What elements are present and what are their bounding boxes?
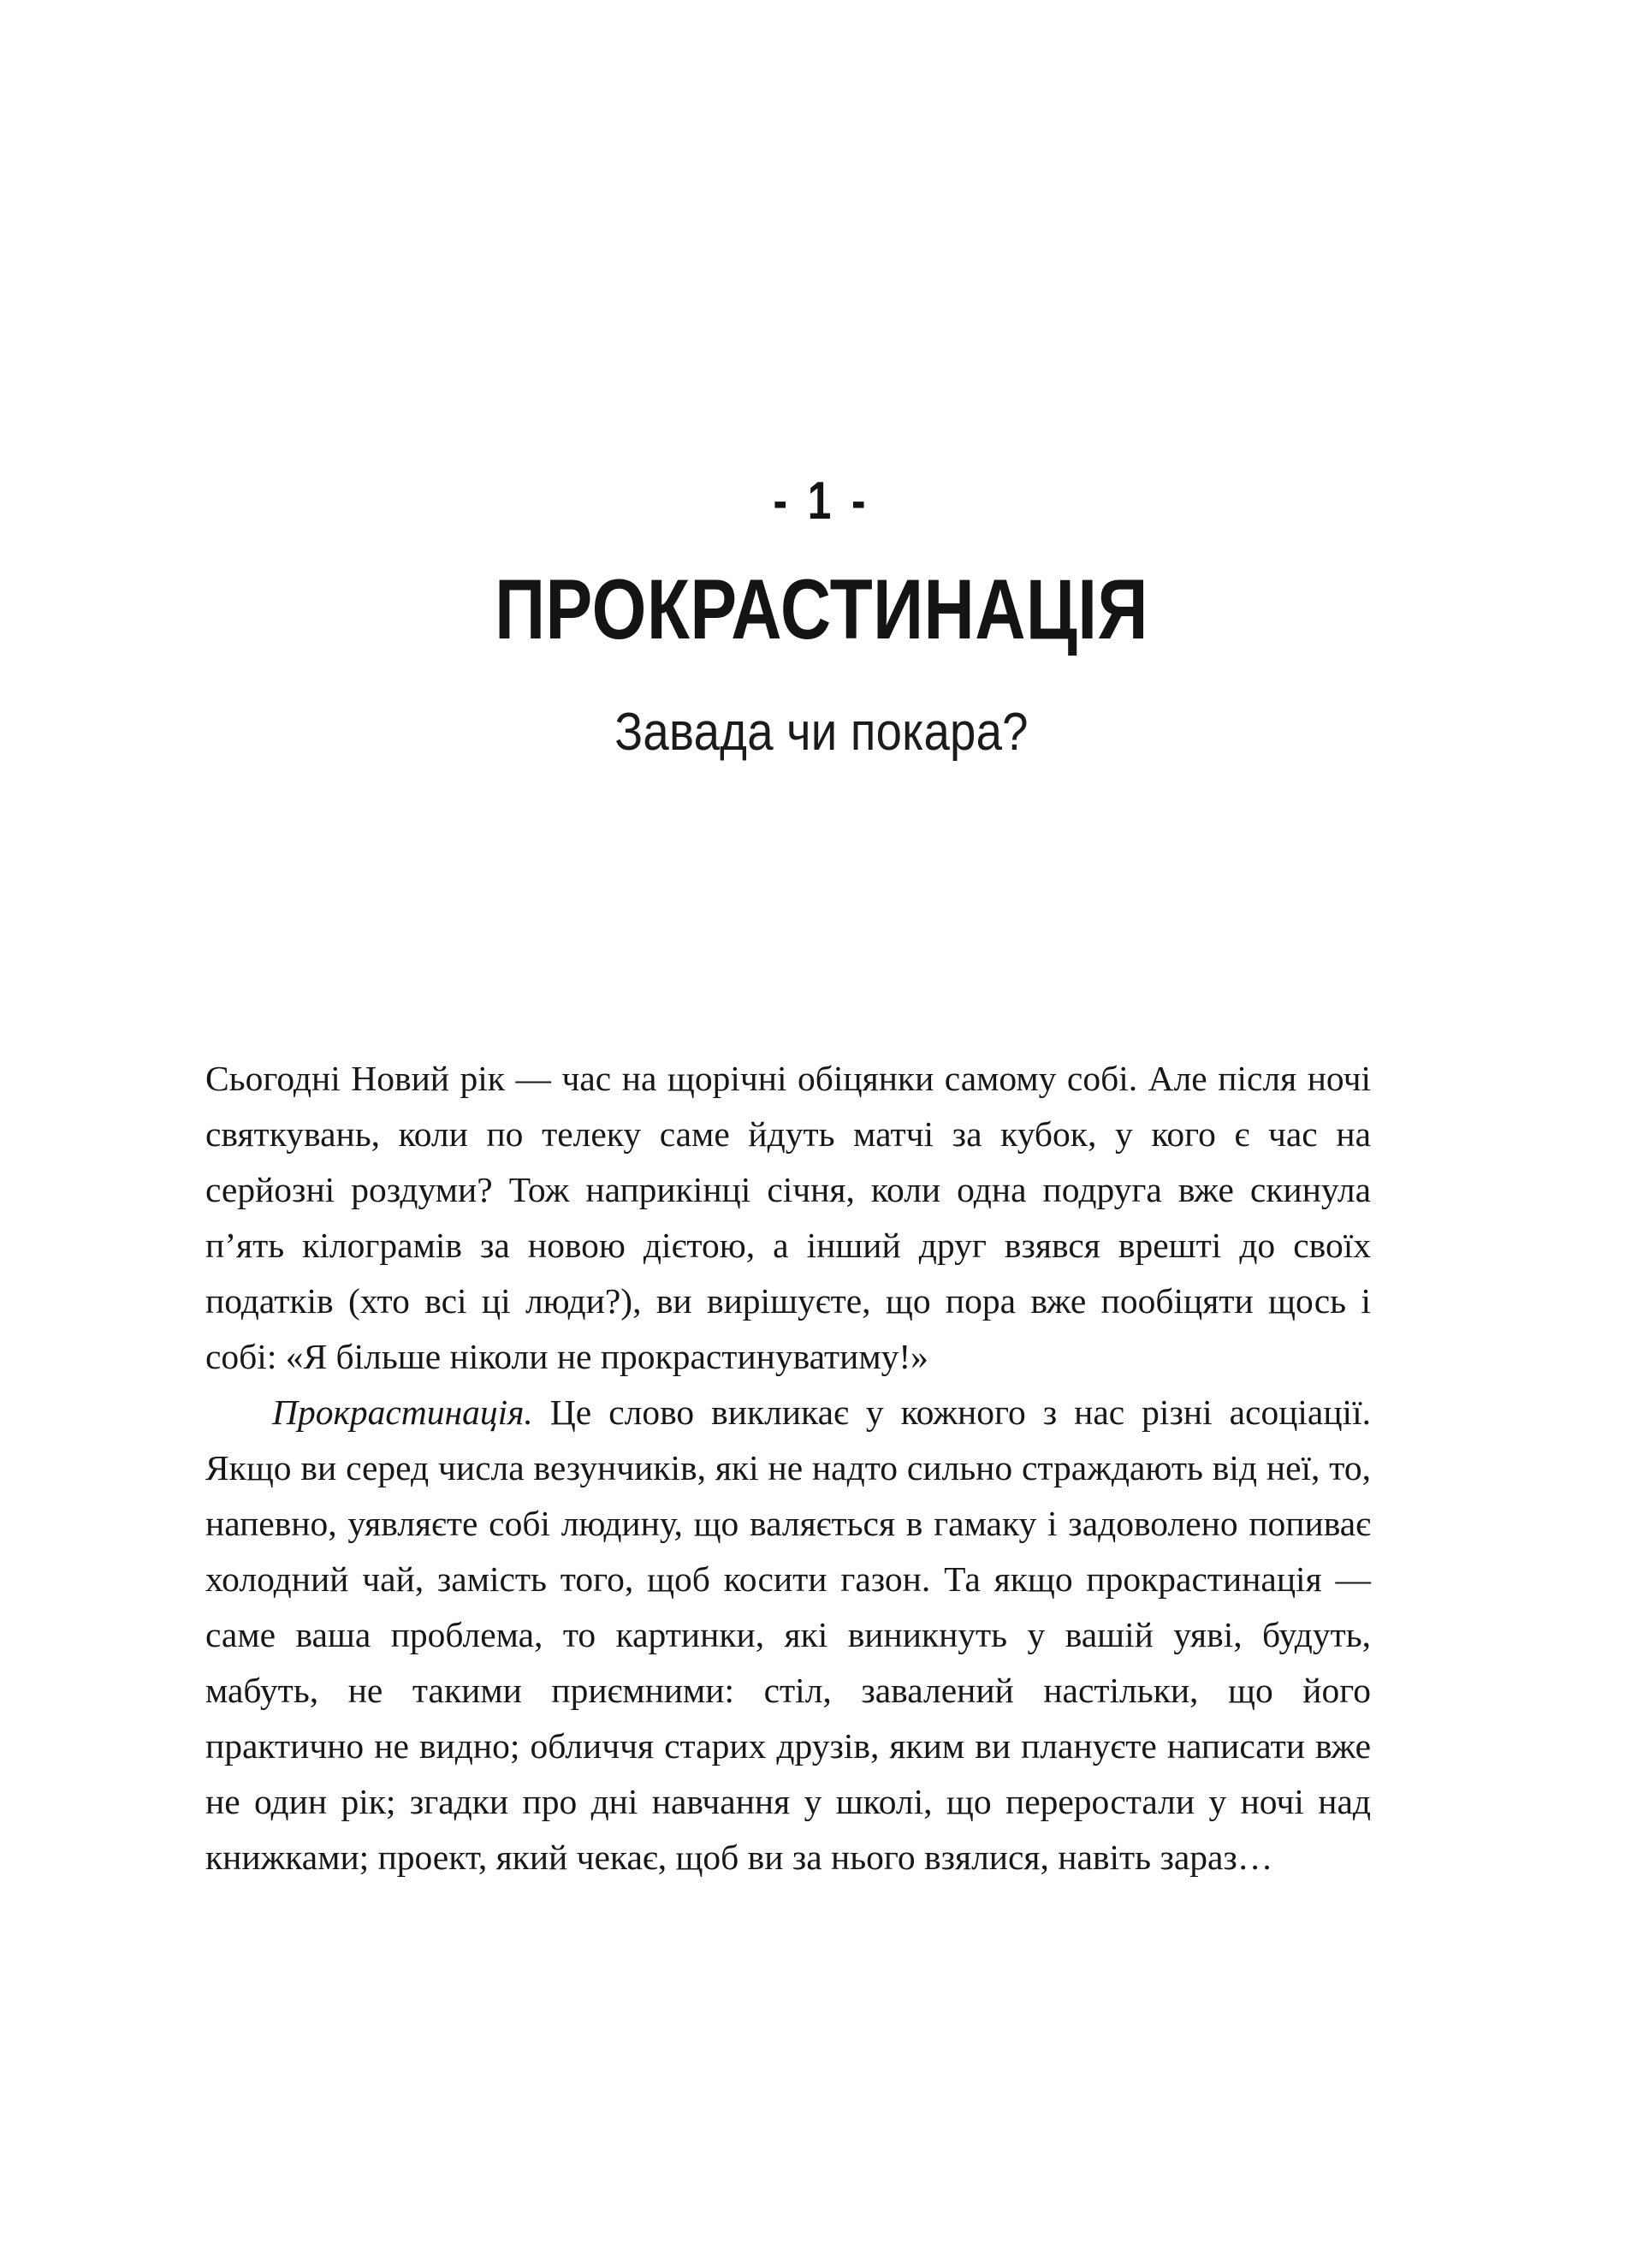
- chapter-title: ПРОКРАСТИНАЦІЯ: [495, 562, 1148, 657]
- chapter-opener: [0, 472, 1643, 804]
- emphasized-term: Прокрастинація.: [272, 1392, 533, 1432]
- body-paragraph: Прокрастинація. Це слово викликає у кожного з нас різні асоціації. Якщо ви серед числа везунчиків, які не надто сильно страждають від неї, то, напевно, уявляєте собі людину, що валяється в гамаку і задоволено попиває холодний чай, замість того, щоб косити газон. Та якщо прокрастинація — саме ваша проблема, то картинки, які виникнуть у вашій уяві, будуть, мабуть, не такими приємними: стіл, завалений настільки, що його практично не видно; обличчя старих друзів, яким ви плануєте написати вже не один рік; згадки про дні навчання у школі, що переростали у ночі над книжками; проект, який чекає, щоб ви за нього взялися, навіть зараз…: [205, 1392, 1371, 1877]
- body-paragraph: Сьогодні Новий рік — час на щорічні обіцянки самому собі. Але після ночі святкувань, коли по телеку саме йдуть матчі за кубок, у кого є час на серйозні роздуми? Тож наприкінці січня, коли одна подруга вже скинула п’ять кілограмів за новою дієтою, а інший друг взявся врешті до своїх податків (хто всі ці люди?), ви вирішуєте, що пора вже пообіцяти щось і собі: «Я більше ніколи не прокрастинуватиму!»: [205, 1059, 1371, 1376]
- body-text: [205, 1051, 1371, 1885]
- chapter-number: - 1 -: [773, 472, 870, 531]
- chapter-subtitle: Завада чи покара?: [614, 703, 1029, 763]
